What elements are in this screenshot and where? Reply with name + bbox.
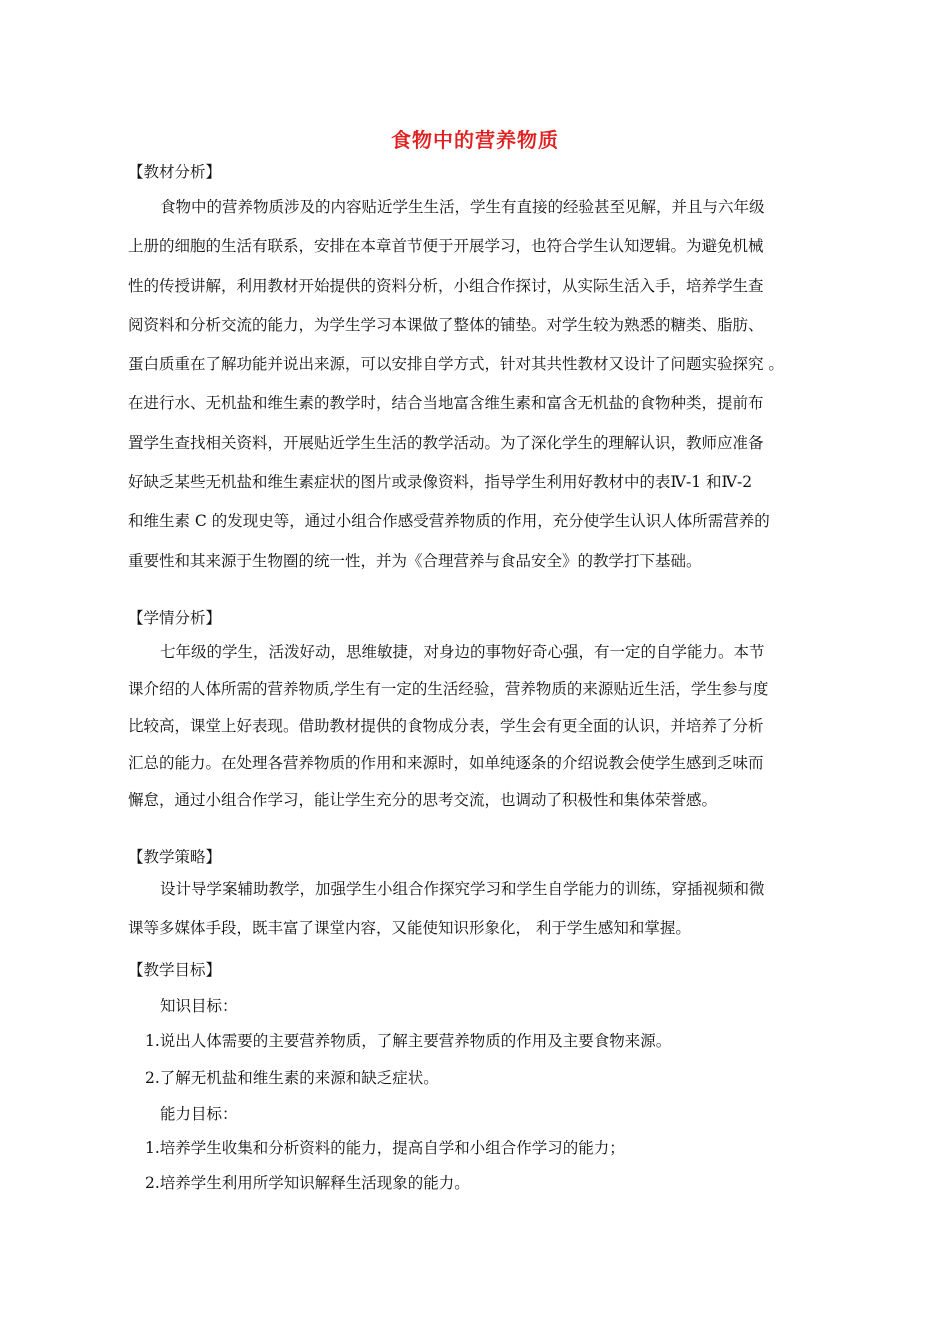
paragraph-line: 置学生查找相关资料，开展贴近学生生活的教学活动。为了深化学生的理解认识，教师应准备 <box>128 433 764 452</box>
paragraph-line: 设计导学案辅助教学，加强学生小组合作探究学习和学生自学能力的训练，穿插视频和微 <box>160 880 765 898</box>
paragraph-analysis <box>128 188 828 581</box>
paragraph-line: 七年级的学生，活泼好动，思维敏捷，对身边的事物好奇心强，有一定的自学能力。本节 <box>160 643 765 661</box>
paragraph-strategy <box>128 870 828 949</box>
paragraph-line: 阅资料和分析交流的能力，为学生学习本课做了整体的铺垫。对学生较为熟悉的糖类、脂肪、 <box>128 315 764 334</box>
paragraph-line: 蛋白质重在了解功能并说出来源，可以安排自学方式，针对其共性教材又设计了问题实验探究 。 <box>128 355 784 374</box>
paragraph-line: 课等多媒体手段，既丰富了课堂内容，又能使知识形象化， 利于学生感知和掌握。 <box>128 919 691 938</box>
paragraph-line: 在进行水、无机盐和维生素的教学时，结合当地富含维生素和富含无机盐的食物种类，提前布 <box>128 394 764 413</box>
ability-goals-label: 能力目标： <box>160 1105 238 1123</box>
paragraph-line: 比较高，课堂上好表现。借助教材提供的食物成分表，学生会有更全面的认识，并培养了分析 <box>128 717 764 735</box>
paragraph-line: 重要性和其来源于生物圈的统一性，并为《合理营养与食品安全》的教学打下基础。 <box>128 551 702 570</box>
knowledge-goal-item: 1.说出人体需要的主要营养物质，了解主要营养物质的作用及主要食物来源。 <box>145 1032 672 1050</box>
ability-goal-item: 2.培养学生利用所学知识解释生活现象的能力。 <box>145 1174 470 1192</box>
section-heading-goals: 【教学目标】 <box>128 961 222 979</box>
knowledge-goal-item: 2.了解无机盐和维生素的来源和缺乏症状。 <box>145 1069 439 1087</box>
section-heading-strategy: 【教学策略】 <box>128 848 222 866</box>
section-heading-analysis: 【教材分析】 <box>128 163 222 181</box>
knowledge-goals-label: 知识目标： <box>160 997 238 1015</box>
paragraph-line: 懈怠，通过小组合作学习，能让学生充分的思考交流，也调动了积极性和集体荣誉感。 <box>128 791 718 809</box>
section-heading-students: 【学情分析】 <box>128 609 222 627</box>
ability-goal-item: 1.培养学生收集和分析资料的能力，提高自学和小组合作学习的能力； <box>145 1139 625 1157</box>
paragraph-line: 性的传授讲解，利用教材开始提供的资料分析，小组合作探讨，从实际生活入手，培养学生查 <box>128 276 764 295</box>
document-title: 食物中的营养物质 <box>391 128 559 152</box>
paragraph-line: 好缺乏某些无机盐和维生素症状的图片或录像资料，指导学生利用好教材中的表Ⅳ-1 和Ⅳ-2 <box>128 473 753 492</box>
paragraph-students <box>128 634 828 819</box>
paragraph-line: 食物中的营养物质涉及的内容贴近学生生活，学生有直接的经验甚至见解，并且与六年级 <box>160 198 765 216</box>
paragraph-line: 上册的细胞的生活有联系，安排在本章首节便于开展学习，也符合学生认知逻辑。为避免机械 <box>128 237 764 256</box>
paragraph-line: 课介绍的人体所需的营养物质,学生有一定的生活经验，营养物质的来源贴近生活，学生参与度 <box>128 680 769 698</box>
paragraph-line: 和维生素 C 的发现史等，通过小组合作感受营养物质的作用，充分使学生认识人体所需营养的 <box>128 512 770 531</box>
paragraph-line: 汇总的能力。在处理各营养物质的作用和来源时，如单纯逐条的介绍说教会使学生感到乏味而 <box>128 754 764 772</box>
